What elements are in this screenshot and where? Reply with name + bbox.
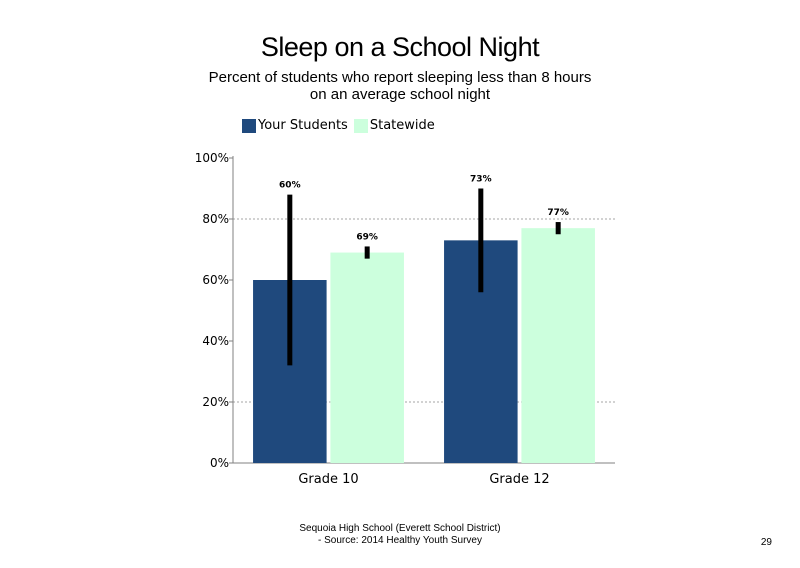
legend-label-statewide: Statewide [369, 118, 435, 133]
data-label: 77% [547, 208, 569, 219]
x-tick-label: Grade 10 [298, 472, 359, 487]
y-tick-label: 60% [202, 273, 229, 287]
y-tick-label: 40% [202, 334, 229, 348]
page-number: 29 [760, 537, 772, 548]
data-label: 60% [279, 180, 301, 191]
bar [330, 253, 404, 463]
y-tick-label: 80% [202, 212, 229, 226]
y-tick-label: 100% [194, 151, 229, 165]
y-tick-label: 0% [209, 456, 229, 470]
legend-label-your-students: Your Students [258, 118, 348, 133]
footer-line-source: - Source: 2014 Healthy Youth Survey [318, 535, 482, 546]
chart-subtitle: Percent of students who report sleeping less than 8 hours on an average school night [208, 69, 592, 103]
data-label: 69% [356, 232, 378, 243]
data-label: 73% [470, 174, 492, 185]
chart-title: Sleep on a School Night [260, 32, 540, 62]
footer-line-school: Sequoia High School (Everett School District) [299, 523, 501, 534]
x-tick-label: Grade 12 [489, 472, 550, 487]
bar [521, 228, 595, 463]
footer-source [200, 523, 600, 547]
y-tick-label: 20% [202, 395, 229, 409]
